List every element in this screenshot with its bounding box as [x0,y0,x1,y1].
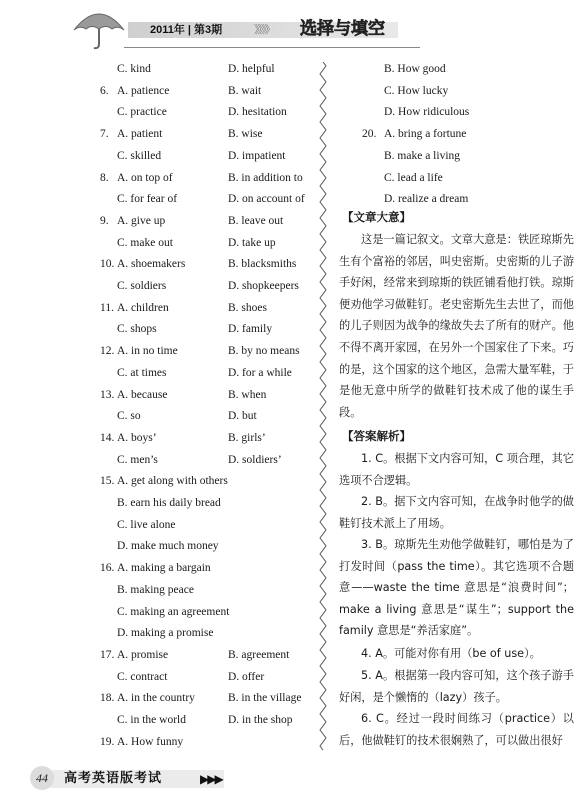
option-text: C. live alone [117,518,176,531]
option-text: C. kind [117,63,151,75]
footer-arrows: ▶▶▶ [200,772,222,786]
option-text: A. boys’ [117,431,157,444]
question-number: 20. [362,128,377,141]
question-number: 14. [100,431,115,444]
option-text: C. practice [117,106,167,119]
question-number: 9. [100,214,109,227]
option-text: B. agreement [228,648,290,661]
option-text: D. on account of [228,193,305,206]
option-text: B. shoes [228,301,267,314]
question-number: 8. [100,171,109,184]
option-text: A. How funny [117,735,184,748]
option-text: B. wise [228,128,263,141]
summary-paragraph: 这是一篇记叙文。文章大意是：铁匠琼斯先生有个富裕的邻居，叫史密斯。史密斯的儿子游手好闲，经常来到琼斯的铁匠铺看他打铁。琼斯便劝他学习做鞋钉。老史密斯先生去世了，而他的儿子则因为战争的缘故失去了所有的财产。他不得不离开家园，在另外一个国家住了下来。巧的是，这个国家的这个地区，急需大量军鞋，于是他无意中所学的做鞋钉技术成了他的谋生手段。 [339,233,574,419]
answer-6: 6. C。经过一段时间练习（practice）以后，他做鞋钉的技术很娴熟了，可以做出很好 [339,712,574,747]
page-number: 44 [30,766,54,790]
option-text: C. men’s [117,453,158,466]
option-text: D. family [228,323,273,336]
answer-4: 4. A。可能对你有用（be of use）。 [361,647,541,660]
option-text: B. leave out [228,214,284,227]
question-number: 15. [100,475,115,488]
option-text: A. promise [117,648,169,661]
option-text: A. in the country [117,692,195,705]
option-text: D. impatient [228,149,286,162]
header-arrows: 》》》》 [254,23,274,36]
option-text: C. skilled [117,149,162,162]
option-text: D. realize a dream [384,193,469,206]
option-text: C. soldiers [117,280,167,292]
option-text: B. making peace [117,583,194,596]
option-text: B. How good [384,63,446,75]
option-text: A. shoemakers [117,258,186,271]
option-text: A. children [117,301,169,314]
option-text: C. contract [117,670,168,683]
option-text: B. make a living [384,149,461,162]
option-text: A. patient [117,128,163,141]
question-number: 13. [100,388,115,401]
option-text: B. wait [228,84,262,97]
answer-heading: 【答案解析】 [342,429,411,443]
option-text: C. shops [117,323,157,336]
option-text: A. bring a fortune [384,128,467,141]
option-text: C. at times [117,366,167,379]
option-text: D. in the shop [228,714,293,726]
question-number: 16. [100,562,115,575]
option-text: D. offer [228,670,265,683]
section-title: 选择与填空 [300,19,385,39]
option-text: A. in no time [117,345,178,358]
question-number: 7. [100,128,109,141]
option-text: C. for fear of [117,193,178,206]
question-number: 19. [100,735,115,748]
option-text: D. making a promise [117,627,214,640]
option-text: B. when [228,388,267,401]
option-text: D. helpful [228,63,275,75]
question-number: 10. [100,258,115,271]
option-text: A. because [117,388,168,401]
option-text: D. How ridiculous [384,106,470,119]
footer-title: 高考英语版考试 [64,771,163,786]
question-number: 17. [100,648,115,661]
option-text: C. make out [117,236,173,249]
page-footer [0,760,581,800]
option-text: D. take up [228,236,276,249]
summary-heading: 【文章大意】 [342,210,411,224]
option-text: B. in the village [228,692,302,705]
option-text: B. earn his daily bread [117,497,221,509]
year-issue: 2011年 | 第3期 [150,24,223,36]
option-text: B. girls’ [228,431,266,444]
option-text: C. so [117,410,141,423]
question-number: 12. [100,345,115,358]
answer-1: 1. C。根据下文内容可知，C 项合理，其它选项不合逻辑。 [339,452,574,487]
option-text: D. hesitation [228,106,287,119]
question-number: 18. [100,692,115,705]
answer-5: 5. A。根据第一段内容可知，这个孩子游手好闲，是个懒惰的（lazy）孩子。 [339,669,574,704]
option-text: A. making a bargain [117,562,211,575]
option-text: B. in addition to [228,171,303,184]
option-text: A. get along with others [117,475,228,488]
question-number: 6. [100,84,109,97]
option-text: A. patience [117,84,170,97]
question-number: 11. [100,301,114,314]
option-text: B. blacksmiths [228,258,297,271]
option-text: A. on top of [117,171,173,184]
option-text: D. make much money [117,540,219,553]
option-text: D. but [228,410,257,423]
option-text: A. give up [117,214,166,227]
option-text: D. shopkeepers [228,280,299,292]
option-text: C. in the world [117,714,186,726]
option-text: C. How lucky [384,84,449,97]
option-text: C. lead a life [384,171,443,184]
answer-2: 2. B。据下文内容可知，在战争时他学的做鞋钉技术派上了用场。 [339,495,574,530]
option-text: D. for a while [228,366,292,379]
option-text: C. making an agreement [117,605,230,618]
option-text: B. by no means [228,345,300,358]
option-text: D. soldiers’ [228,453,282,466]
answer-3: 3. B。琼斯先生劝他学做鞋钉，哪怕是为了打发时间（pass the time）。其它选项不合题意——waste the time 意思是“浪费时间”；make a living 意思是“谋生”；support the family 意思是“养活家庭”。 [339,538,574,638]
